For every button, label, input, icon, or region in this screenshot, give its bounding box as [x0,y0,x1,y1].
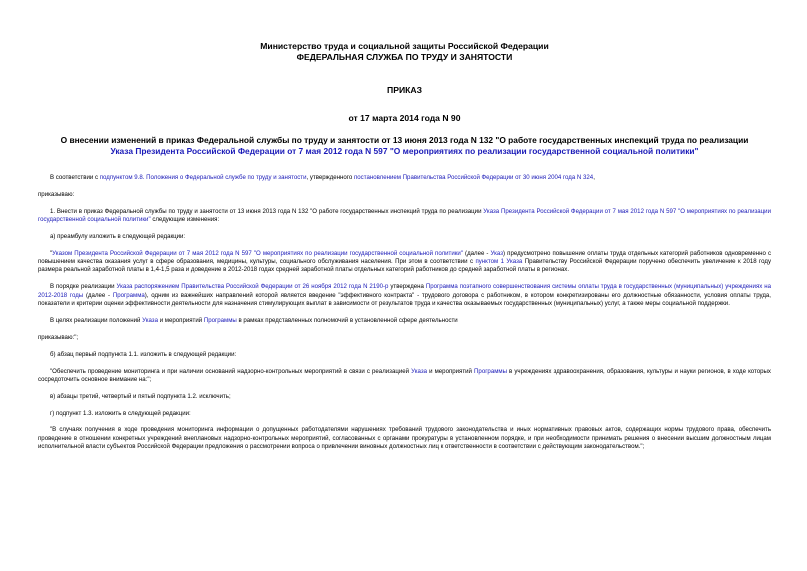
paragraph: "Обеспечить проведение мониторинга и при наличии оснований надзорно-контрольных мероприятий в связи с реализацией Указа и мероприятий Программы в учреждениях здравоохранения, образования, культуры и науки регионов, в ходе которых сосредоточить основное внимание на:"; [38,367,771,383]
paragraph: а) преамбулу изложить в следующей редакции: [50,232,186,240]
doc-title [38,135,771,157]
paragraph: б) абзац первый подпункта 1.1. изложить в следующей редакции: [50,350,237,358]
doc-date-number: от 17 марта 2014 года N 90 [348,113,461,123]
paragraph: в) абзацы третий, четвертый и пятый подпункта 1.2. исключить; [50,392,231,400]
paragraph: г) подпункт 1.3. изложить в следующей редакции: [50,409,191,417]
program-link[interactable]: Программа поэтапного совершенствования системы оплаты труда в государственных (муниципальных) учреждениях на 2012-2018 годы [38,283,771,299]
decree-short-link[interactable]: Указа [142,316,158,324]
paragraph: В соответствии с подпунктом 9.8. Положения о Федеральной службе по труду и занятости, утвержденного постановлением Правительства Российской Федерации от 30 июня 2004 года N 324, [50,174,595,181]
paragraph: приказываю:"; [38,333,79,341]
decree-short-link[interactable]: Указ [490,249,504,257]
regulation-link[interactable]: подпунктом 9.8. Положения о Федеральной службе по труду и занятости [99,174,307,181]
service-name: ФЕДЕРАЛЬНАЯ СЛУЖБА ПО ТРУДУ И ЗАНЯТОСТИ [296,52,513,62]
paragraph: 1. Внести в приказ Федеральной службы по труду и занятости от 13 июня 2013 года N 132 "О работе государственных инспекций труда по реализации Указа Президента Российской Федерации от 7 мая 2012 года N 597 "О мероприятиях по реализации государственной социальной политики" следующие изменения: [38,207,771,224]
doc-type: ПРИКАЗ [387,85,422,95]
paragraph: В порядке реализации Указа распоряжением Правительства Российской Федерации от 26 ноября 2012 года N 2190-р утверждена Программа поэтапного совершенствования системы оплаты труда в государственных (муниципальных) учреждениях на 2012-2018 годы (далее - Программа), одним из важнейших направлений которой является введение "эффективного контракта" - трудового договора с работником, в котором конкретизированы его должностные обязанности, условия оплаты труда, показатели и критерии оценки эффективности деятельности для назначения стимулирующих выплат в зависимости от результатов труда и качества оказываемых государственных (муниципальных) услуг, а также меры социальной поддержки. [38,283,772,307]
program-short-link[interactable]: Программа [112,291,145,299]
doc-title-line: О внесении изменений в приказ Федеральной службы по труду и занятости от 13 июня 2013 года N 132 "О работе государственных инспекций труда по реализации [60,135,749,145]
document-body [38,174,771,451]
program-short-link[interactable]: Программы [474,367,507,375]
decree-point-link[interactable]: пунктом 1 Указа [475,258,523,266]
order-link[interactable]: распоряжением Правительства Российской Федерации от 26 ноября 2012 года N 2190-р [134,283,389,291]
ministry-name: Министерство труда и социальной защиты Российской Федерации [260,41,549,51]
paragraph: "В случаях получения в ходе проведения мониторинга информации о допущенных работодателями нарушениях требований трудового законодательства и иных нормативных правовых актов, содержащих нормы трудового права, обеспечить проведение в отношении конкретных учреждений внеплановых надзорно-контрольных мероприятий, согласованных с органами прокуратуры в установленном порядке, и при необходимости принимать решения о внесении высшим должностным лицам исполнительной власти субъектов Российской Федерации предложения о рассмотрении вопроса о привлечении виновных должностных лиц к ответственности в соответствии с действующим законодательством."; [38,426,771,451]
decree-short-link[interactable]: Указа [411,367,428,375]
decree-link[interactable]: Указом Президента Российской Федерации от 7 мая 2012 года N 597 "О мероприятиях по реализации государственной социальной политики" [52,249,463,257]
decree-short-link[interactable]: Указа [116,283,133,291]
program-short-link[interactable]: Программы [203,316,237,324]
paragraph: "Указом Президента Российской Федерации от 7 мая 2012 года N 597 "О мероприятиях по реализации государственной социальной политики" (далее - Указ) предусмотрено повышение оплаты труда отдельных категорий работников одновременно с повышением качества оказания услуг в сфере образования, медицины, культуры, социального обслуживания населения. При этом в соответствии с пунктом 1 Указа Правительству Российской Федерации поручено обеспечить увеличение к 2018 году размера реальной заработной платы в 1,4-1,5 раза и доведение в 2012-2018 годах средней заработной платы отдельных категорий работников до средней заработной платы в регионах. [38,249,772,274]
decree-link[interactable]: Указа Президента Российской Федерации от 7 мая 2012 года N 597 "О мероприятиях по реализации государственной социальной политики" [38,207,771,224]
title-decree-link[interactable]: Указа Президента Российской Федерации от 7 мая 2012 года N 597 "О мероприятиях по реализации государственной социальной политики" [110,146,699,156]
paragraph: приказываю: [38,190,75,198]
resolution-link[interactable]: постановлением Правительства Российской Федерации от 30 июня 2004 года N 324 [353,174,594,181]
paragraph: В целях реализации положений Указа и мероприятий Программы в рамках представленных полномочий в установленной сфере деятельности [50,316,458,324]
